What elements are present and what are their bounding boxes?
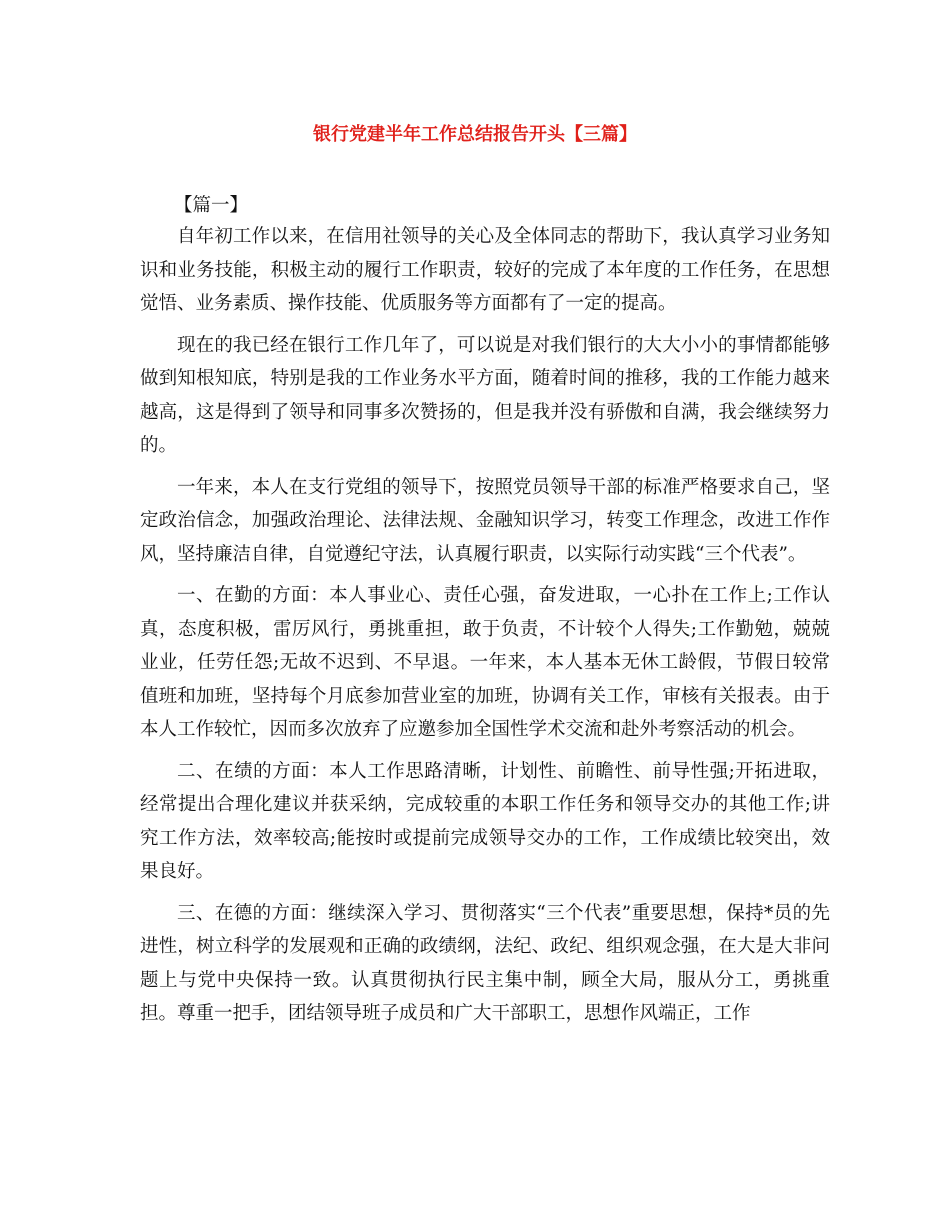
paragraph-intro: 自年初工作以来，在信用社领导的关心及全体同志的帮助下，我认真学习业务知识和业务技能，积极主动的履行工作职责，较好的完成了本年度的工作任务，在思想觉悟、业务素质、操作技能、优质服务等方面都有了一定的提高。 [140,226,830,314]
document-title: 银行党建半年工作总结报告开头【三篇】 [313,124,637,145]
paragraph-diligence: 一、在勤的方面：本人事业心、责任心强，奋发进取，一心扑在工作上;工作认真，态度积极，雷厉风行，勇挑重担，敢于负责，不计较个人得失;工作勤勉，兢兢业业，任劳任怨;无故不迟到、不早退。一年来，本人基本无休工龄假，节假日较常值班和加班，坚持每个月底参加营业室的加班，协调有关工作，审核有关报表。由于本人工作较忙，因而多次放弃了应邀参加全国性学术交流和赴外考察活动的机会。 [140,585,830,740]
paragraph-performance: 二、在绩的方面：本人工作思路清晰，计划性、前瞻性、前导性强;开拓进取，经常提出合理化建议并获采纳，完成较重的本职工作任务和领导交办的其他工作;讲究工作方法，效率较高;能按时或提前完成领导交办的工作，工作成绩比较突出，效果良好。 [140,760,830,882]
paragraph-current-status: 现在的我已经在银行工作几年了，可以说是对我们银行的大大小小的事情都能够做到知根知底，特别是我的工作业务水平方面，随着时间的推移，我的工作能力越来越高，这是得到了领导和同事多次赞扬的，但是我并没有骄傲和自满，我会继续努力的。 [140,334,830,456]
paragraph-year-review: 一年来，本人在支行党组的领导下，按照党员领导干部的标准严格要求自己，坚定政治信念，加强政治理论、法律法规、金融知识学习，转变工作理念，改进工作作风，坚持廉洁自律，自觉遵纪守法，认真履行职责，以实际行动实践“三个代表”。 [140,476,830,565]
section-label: 【篇一】 [174,195,249,216]
paragraph-morality: 三、在德的方面：继续深入学习、贯彻落实“三个代表”重要思想，保持*员的先进性，树立科学的发展观和正确的政绩纲，法纪、政纪、组织观念强，在大是大非问题上与党中央保持一致。认真贯彻执行民主集中制，顾全大局，服从分工，勇挑重担。尊重一把手，团结领导班子成员和广大干部职工，思想作风端正，工作 [140,902,830,1024]
document-body [140,192,830,1039]
